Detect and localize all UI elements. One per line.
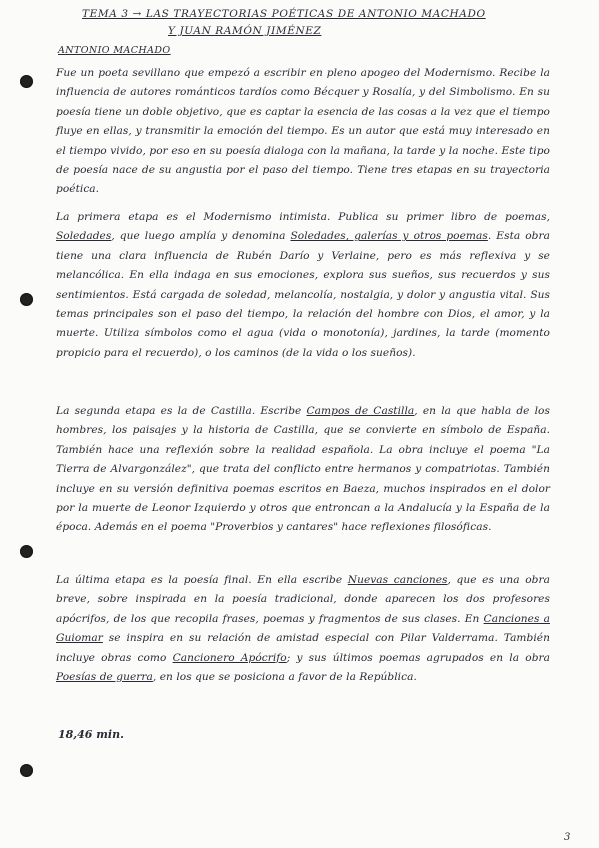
- title-line-1: TEMA 3 → LAS TRAYECTORIAS POÉTICAS DE ANTONIO MACHADO: [82, 8, 486, 20]
- page-number: 3: [564, 832, 571, 843]
- paragraph-first-stage: La primera etapa es el Modernismo intimista. Publica su primer libro de poemas, Soledades, que luego amplía y denomina Soledades, galerías y otros poemas. Esta obra tiene una clara influencia de Rubén Darío y Verlaine, pero es más reflexiva y se melancólica. En ella indaga en sus emociones, explora sus sueños, sus recuerdos y sus sentimientos. Está cargada de soledad, melancolía, nostalgia, y dolor y angustia vital. Sus temas principales son el paso del tiempo, la relación del hombre con Dios, el amor, y la muerte. Utiliza símbolos como el agua (vida o monotonía), jardines, la tarde (momento propicio para el recuerdo), o los caminos (de la vida o los sueños).: [56, 211, 550, 359]
- author-heading: ANTONIO MACHADO: [58, 45, 171, 56]
- paragraph-intro: Fue un poeta sevillano que empezó a escribir en pleno apogeo del Modernismo. Recibe la influencia de autores románticos tardíos como Bécquer y Rosalía, y del Simbolismo. En su poesía tiene un doble objetivo, que es captar la esencia de las cosas a la vez que el tiempo fluye en ellas, y transmitir la emoción del tiempo. Es un autor que está muy interesado en el tiempo vivido, por eso en su poesía dialoga con la mañana, la tarde y la noche. Este tipo de poesía nace de su angustia por el paso del tiempo. Tiene tres etapas en su trayectoria poética.: [56, 67, 550, 196]
- book-title: Soledades: [56, 230, 112, 243]
- binder-hole: [20, 764, 33, 777]
- book-title: Cancionero Apócrifo: [172, 651, 287, 664]
- binder-hole: [20, 293, 33, 306]
- binder-hole: [20, 75, 33, 88]
- writing-time: 18,46 min.: [58, 728, 124, 741]
- paragraph-final-stage: La última etapa es la poesía final. En ella escribe Nuevas canciones, que es una obra breve, sobre inspirada en la poesía tradicional, donde aparecen los dos profesores apócrifos, de los que recopila frases, poemas y fragmentos de sus clases. En Canciones a Guiomar se inspira en su relación de amistad especial con Pilar Valderrama. También incluye obras como Cancionero Apócrifo; y sus últimos poemas agrupados en la obra Poesías de guerra, en los que se posiciona a favor de la República.: [56, 574, 551, 684]
- book-title: Nuevas canciones: [347, 574, 448, 586]
- binder-hole: [20, 545, 33, 558]
- book-title: Canciones a Guiomar: [56, 612, 550, 645]
- paragraph-second-stage: La segunda etapa es la de Castilla. Escribe Campos de Castilla, en la que habla de los hombres, los paisajes y la historia de Castilla, que se convierte en símbolo de España. También hace una reflexión sobre la realidad española. La obra incluye el poema "La Tierra de Alvargonzález", que trata del conflicto entre hermanos y compatriotas. También incluye en su versión definitiva poemas escritos en Baeza, muchos inspirados en el dolor por la muerte de Leonor Izquierdo y otros que entroncan a la Andalucía y la España de la época. Además en el poema "Proverbios y cantares" hace reflexiones filosóficas.: [56, 405, 550, 534]
- book-title: Poesías de guerra: [56, 671, 153, 684]
- title-line-2: Y JUAN RAMÓN JIMÉNEZ: [168, 25, 322, 37]
- book-title: Campos de Castilla: [306, 405, 415, 417]
- book-title: Soledades, galerías y otros poemas: [290, 230, 488, 243]
